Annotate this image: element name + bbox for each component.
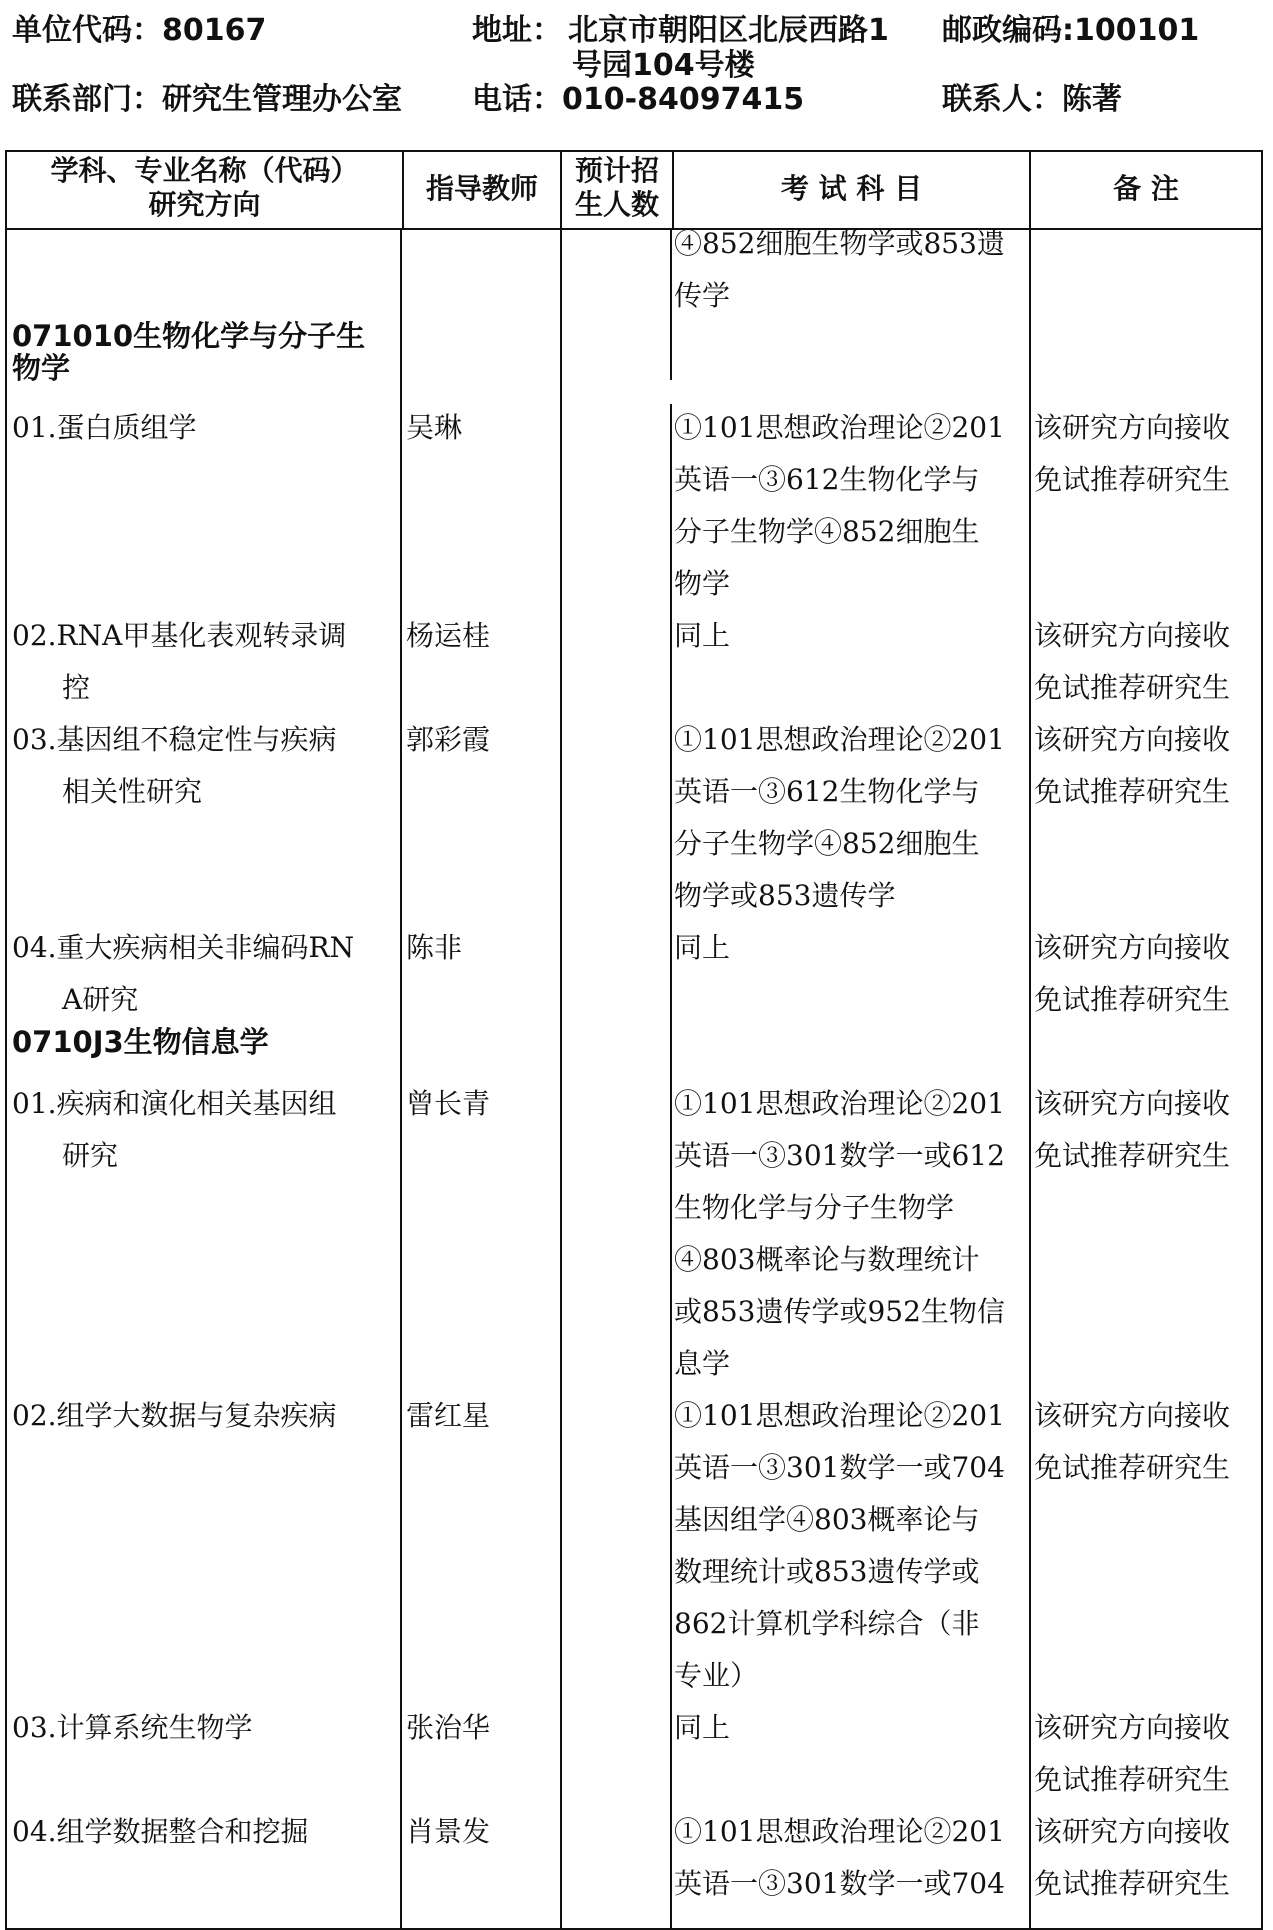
exam-subjects-line: 862计算机学科综合（非 <box>674 1607 980 1640</box>
direction-name <box>12 1390 337 1442</box>
remarks-line: 免试推荐研究生 <box>1034 775 1231 808</box>
col-divider-2 <box>560 152 562 1928</box>
exam-subjects-line: 英语一③301数学一或612 <box>674 1139 1005 1172</box>
direction-name-line: 02.组学大数据与复杂疾病 <box>12 1399 337 1432</box>
exam-subjects-line: 英语一③612生物化学与 <box>674 463 980 496</box>
advisor-name: 曾长青 <box>406 1087 491 1120</box>
subject-heading <box>12 320 365 384</box>
advisor-col-line <box>400 228 402 1928</box>
exam-subjects-line: 息学 <box>674 1347 731 1380</box>
exam-subjects-line: 同上 <box>674 619 731 652</box>
postal-code: 邮政编码:100101 <box>942 13 1200 48</box>
direction-name-line: A研究 <box>62 983 139 1016</box>
remarks-line: 免试推荐研究生 <box>1034 671 1231 704</box>
continued-exam <box>674 218 1005 322</box>
advisor-name: 雷红星 <box>406 1399 491 1432</box>
subject-heading-line: 物学 <box>12 351 71 385</box>
direction-name-line: 02.RNA甲基化表观转录调 <box>12 619 347 652</box>
contact-person: 联系人：陈著 <box>942 82 1122 117</box>
address-line1: 北京市朝阳区北辰西路1 <box>568 13 889 48</box>
exam-subjects-line: 英语一③301数学一或704 <box>674 1867 1005 1900</box>
th-subject: 学科、专业名称（代码） 研究方向 <box>50 154 359 221</box>
exam-subjects-line: 分子生物学④852细胞生 <box>674 827 980 860</box>
exam-subjects-line: ①101思想政治理论②201 <box>674 723 1005 756</box>
direction-name-line: 03.基因组不稳定性与疾病 <box>12 723 337 756</box>
remarks-line: 免试推荐研究生 <box>1034 1451 1231 1484</box>
exam-subjects-line: ①101思想政治理论②201 <box>674 1087 1005 1120</box>
exam-subjects <box>674 922 730 974</box>
phone: 电话：010-84097415 <box>472 82 805 117</box>
exam-subjects-line: ①101思想政治理论②201 <box>674 1399 1005 1432</box>
exam-subjects-line: 物学 <box>674 567 731 600</box>
direction-name <box>12 1078 337 1182</box>
remarks <box>1034 1806 1230 1910</box>
remarks-line: 免试推荐研究生 <box>1034 1139 1231 1172</box>
exam-subjects-line: 英语一③612生物化学与 <box>674 775 980 808</box>
exam-subjects-line: 生物化学与分子生物学 <box>674 1191 955 1224</box>
remarks-line: 免试推荐研究生 <box>1034 1867 1231 1900</box>
exam-subjects-line: 分子生物学④852细胞生 <box>674 515 980 548</box>
exam-subjects-line: 数理统计或853遗传学或 <box>674 1555 980 1588</box>
direction-name-line: 03.计算系统生物学 <box>12 1711 253 1744</box>
exam-subjects-line: 同上 <box>674 931 731 964</box>
exam-subjects <box>674 1806 1005 1910</box>
address-line2: 号园104号楼 <box>572 48 755 83</box>
remarks-line: 该研究方向接收 <box>1034 1815 1231 1848</box>
subject-heading <box>12 1026 269 1058</box>
exam-subjects <box>674 1390 1005 1702</box>
remarks-line: 免试推荐研究生 <box>1034 1763 1231 1796</box>
remarks-line: 该研究方向接收 <box>1034 1711 1231 1744</box>
subject-heading-line: 0710J3生物信息学 <box>12 1025 269 1059</box>
direction-name <box>12 922 354 1026</box>
remarks-line: 免试推荐研究生 <box>1034 983 1231 1016</box>
direction-name <box>12 1806 309 1858</box>
exam-subjects <box>674 714 1005 922</box>
th-enrollment: 预计招 生人数 <box>574 154 659 221</box>
remarks-line: 该研究方向接收 <box>1034 411 1231 444</box>
exam-subjects-line: ①101思想政治理论②201 <box>674 1815 1005 1848</box>
exam-subjects-line: 同上 <box>674 1711 731 1744</box>
exam-subjects <box>674 610 730 662</box>
contact-department: 联系部门：研究生管理办公室 <box>12 82 402 117</box>
exam-subjects <box>674 402 1005 610</box>
exam-subjects-line: 物学或853遗传学 <box>674 879 896 912</box>
continued-exam-line: ④852细胞生物学或853遗 <box>674 227 1005 260</box>
exam-subjects <box>674 1702 730 1754</box>
exam-subjects-line: ④803概率论与数理统计 <box>674 1243 980 1276</box>
remarks-line: 该研究方向接收 <box>1034 931 1231 964</box>
advisor-name: 张治华 <box>406 1711 491 1744</box>
remarks-line: 该研究方向接收 <box>1034 723 1231 756</box>
direction-name-line: 研究 <box>62 1139 119 1172</box>
exam-subjects-line: ①101思想政治理论②201 <box>674 411 1005 444</box>
remarks-line: 该研究方向接收 <box>1034 1399 1231 1432</box>
remarks <box>1034 1390 1230 1494</box>
advisor-name: 郭彩霞 <box>406 723 491 756</box>
unit-code: 单位代码：80167 <box>12 13 267 48</box>
remarks <box>1034 1078 1230 1182</box>
direction-name-line: 控 <box>62 671 91 704</box>
direction-name <box>12 610 346 714</box>
direction-name-line: 01.蛋白质组学 <box>12 411 197 444</box>
advisor-name: 吴琳 <box>406 411 463 444</box>
advisor-name: 陈非 <box>406 931 463 964</box>
remarks-line: 该研究方向接收 <box>1034 1087 1231 1120</box>
direction-name-line: 04.组学数据整合和挖掘 <box>12 1815 309 1848</box>
exam-subjects-line: 专业） <box>674 1659 759 1692</box>
advisor-name: 肖景发 <box>406 1815 491 1848</box>
remarks <box>1034 402 1230 506</box>
direction-name <box>12 714 337 818</box>
continued-exam-line: 传学 <box>674 279 731 312</box>
address-label: 地址： <box>472 13 562 48</box>
direction-name-line: 相关性研究 <box>62 775 203 808</box>
direction-name-line: 01.疾病和演化相关基因组 <box>12 1087 337 1120</box>
direction-name-line: 04.重大疾病相关非编码RN <box>12 931 355 964</box>
th-remarks: 备 注 <box>1113 172 1179 205</box>
remarks <box>1034 1702 1230 1806</box>
remarks-line: 该研究方向接收 <box>1034 619 1231 652</box>
exam-subjects-line: 英语一③301数学一或704 <box>674 1451 1005 1484</box>
advisor-name: 杨运桂 <box>406 619 491 652</box>
exam-subjects-line: 或853遗传学或952生物信 <box>674 1295 1005 1328</box>
exam-col-line-top <box>670 228 672 380</box>
header-divider <box>7 228 1261 230</box>
exam-subjects-line: 基因组学④803概率论与 <box>674 1503 980 1536</box>
remarks <box>1034 922 1230 1026</box>
col-divider-4 <box>1029 152 1031 1928</box>
direction-name <box>12 402 197 454</box>
subject-heading-line: 071010生物化学与分子生 <box>12 319 366 353</box>
remarks <box>1034 610 1230 714</box>
exam-col-line <box>670 404 672 1928</box>
remarks <box>1034 714 1230 818</box>
direction-name <box>12 1702 253 1754</box>
th-advisor: 指导教师 <box>425 172 538 205</box>
th-exam-subjects: 考 试 科 目 <box>780 172 923 205</box>
exam-subjects <box>674 1078 1005 1390</box>
remarks-line: 免试推荐研究生 <box>1034 463 1231 496</box>
